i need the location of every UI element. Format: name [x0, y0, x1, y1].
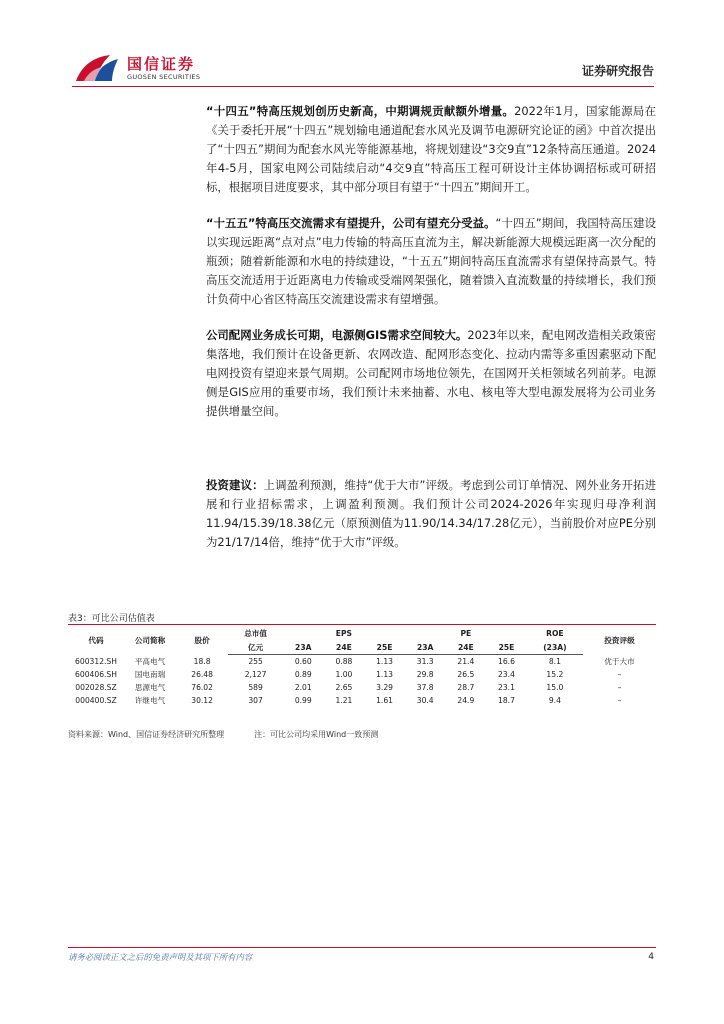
cell-rating: –	[617, 670, 622, 679]
col-header-code: 代码	[88, 635, 104, 645]
cell-roe: 15.0	[546, 683, 564, 692]
paragraph-lead: 投资建议：	[206, 478, 264, 492]
cell-mktcap: 307	[248, 696, 263, 705]
cell-pe24: 26.5	[457, 670, 475, 679]
cell-eps25: 1.13	[376, 670, 394, 679]
col-header-name: 公司简称	[134, 635, 166, 645]
paragraph-body: “十四五”期间，我国特高压建设以实现远距离“点对点”电力传输的特高压直流为主，解决新能源大规模远距离一次分配的瓶颈；随着新能源和水电的持续建设，“十五五”期间特高压直流需求有望保持高景气。特高压交流适用于近距离电力传输或受端网架强化，随着馈入直流数量的持续增长，我们预计负荷中心省区特高压交流建设需求有望增强。	[206, 216, 656, 306]
report-type-label: 证券研究报告	[581, 64, 654, 78]
col-header-pe-23a: 23A	[405, 640, 446, 655]
paragraph-distribution-gis	[206, 326, 656, 421]
paragraph-lead: 公司配网业务成长可期，电源侧GIS需求空间较大。	[206, 328, 468, 342]
col-header-pe-24e: 24E	[446, 640, 487, 655]
cell-code: 600312.SH	[75, 656, 117, 666]
cell-pe25: 18.7	[498, 696, 515, 705]
cell-eps23: 2.01	[294, 683, 312, 692]
paragraph-lead: “十四五”特高压规划创历史新高，中期调规贡献额外增量。	[206, 104, 515, 118]
table-top-divider	[68, 624, 656, 625]
cell-pe24: 24.9	[457, 696, 475, 705]
cell-price: 76.02	[191, 683, 213, 692]
col-header-pe-25e: 25E	[486, 640, 527, 655]
cell-eps25: 1.61	[376, 696, 394, 705]
source-text: 资料来源：Wind、国信证券经济研究所整理	[68, 730, 225, 739]
cell-eps23: 0.89	[294, 670, 312, 679]
cell-roe: 9.4	[548, 696, 561, 705]
table-row	[68, 655, 656, 669]
page-header	[0, 0, 724, 90]
table-row	[68, 668, 656, 681]
cell-roe: 8.1	[548, 657, 561, 666]
cell-mktcap: 589	[248, 683, 263, 692]
table-row	[68, 681, 656, 694]
cell-pe25: 16.6	[498, 657, 515, 666]
cell-price: 30.12	[191, 696, 213, 705]
col-header-mktcap-unit: 亿元	[228, 640, 283, 655]
paragraph-uhv-ac-demand	[206, 214, 656, 309]
brand-name-cn: 国信证券	[127, 55, 196, 73]
cell-pe23: 37.8	[416, 683, 434, 692]
cell-eps24: 1.21	[335, 696, 353, 705]
cell-price: 26.48	[191, 670, 213, 679]
table-title: 表3：可比公司估值表	[68, 614, 155, 624]
cell-pe25: 23.1	[498, 683, 515, 692]
paragraph-body: 2023年以来，配电网改造相关政策密集落地，我们预计在设备更新、农网改造、配网形态变化、拉动内需等多重因素驱动下配电网投资有望迎来景气周期。公司配网市场地位领先，在国网开关柜领域名列前茅。电源侧是GIS应用的重要市场，我们预计未来抽蓄、水电、核电等大型电源发展将为公司业务提供增量空间。	[206, 328, 656, 418]
paragraph-body: 2022年1月，国家能源局在《关于委托开展“十四五”规划输电通道配套水风光及调节电源研究论证的函》中首次提出了“十四五”期间为配套水风光等能源基地，将规划建设“3交9直”12条特高压通道。2024年4-5月，国家电网公司陆续启动“4交9直”特高压工程可研设计主体协调招标或可研招标，根据项目进度要求，其中部分项目有望于“十四五”期间开工。	[206, 104, 656, 194]
cell-rating: 优于大市	[604, 656, 635, 666]
valuation-table	[68, 626, 656, 707]
cell-pe25: 23.4	[498, 670, 515, 679]
table-row	[68, 694, 656, 707]
footer-divider	[68, 947, 656, 948]
paragraph-body: 上调盈利预测，维持“优于大市”评级。考虑到公司订单情况、网外业务开拓进展和行业招标需求，上调盈利预测。我们预计公司2024-2026年实现归母净利润11.94/15.39/18.38亿元（原预测值为11.90/14.34/17.28亿元），当前股价对应PE分别为21/17/14倍，维持“优于大市”评级。	[206, 478, 656, 549]
cell-eps25: 3.29	[376, 683, 394, 692]
table-note: 注：可比公司均采用Wind一致预测	[254, 730, 379, 739]
table-source	[68, 729, 378, 740]
cell-rating: –	[617, 683, 622, 692]
disclaimer-text: 请务必阅读正文之后的免责声明及其项下所有内容	[68, 952, 253, 962]
paragraph-uhv-planning	[206, 102, 656, 197]
col-header-price: 股价	[194, 635, 210, 645]
cell-pe24: 28.7	[457, 683, 475, 692]
cell-name: 平高电气	[134, 656, 166, 666]
cell-pe23: 31.3	[416, 657, 434, 666]
cell-eps24: 1.00	[335, 670, 353, 679]
col-header-eps-23a: 23A	[283, 640, 324, 655]
paragraph-investment-advice	[206, 476, 656, 552]
col-header-rating: 投资评级	[604, 635, 635, 645]
cell-code: 002028.SZ	[75, 683, 117, 692]
cell-roe: 15.2	[546, 670, 564, 679]
cell-pe23: 30.4	[416, 696, 434, 705]
col-header-mktcap: 总市值	[244, 628, 267, 638]
cell-eps25: 1.13	[376, 657, 394, 666]
cell-mktcap: 255	[248, 657, 263, 666]
cell-eps24: 0.88	[335, 657, 353, 666]
col-header-eps-24e: 24E	[324, 640, 365, 655]
cell-name: 许继电气	[134, 696, 166, 705]
cell-mktcap: 2,127	[244, 670, 267, 679]
header-divider	[72, 86, 654, 87]
cell-name: 思源电气	[134, 683, 166, 692]
page-number: 4	[648, 952, 654, 962]
cell-code: 600406.SH	[75, 670, 117, 679]
cell-eps23: 0.60	[294, 657, 312, 666]
cell-name: 国电南瑞	[134, 670, 166, 679]
guosen-logo-icon	[72, 51, 132, 85]
col-header-roe: ROE	[546, 628, 564, 638]
brand-name-en: GUOSEN SECURITIES	[127, 73, 201, 81]
cell-pe23: 29.8	[416, 670, 434, 679]
cell-code: 000400.SZ	[75, 696, 117, 705]
cell-price: 18.8	[193, 656, 211, 666]
col-header-eps: EPS	[335, 628, 353, 638]
col-header-eps-25e: 25E	[364, 640, 405, 655]
col-header-roe-year: (23A)	[527, 640, 583, 655]
cell-rating: –	[617, 696, 622, 705]
paragraph-lead: “十五五”特高压交流需求有望提升，公司有望充分受益。	[206, 216, 496, 230]
cell-pe24: 21.4	[457, 657, 475, 666]
cell-eps23: 0.99	[294, 696, 312, 705]
col-header-pe: PE	[460, 628, 472, 638]
cell-eps24: 2.65	[335, 683, 353, 692]
